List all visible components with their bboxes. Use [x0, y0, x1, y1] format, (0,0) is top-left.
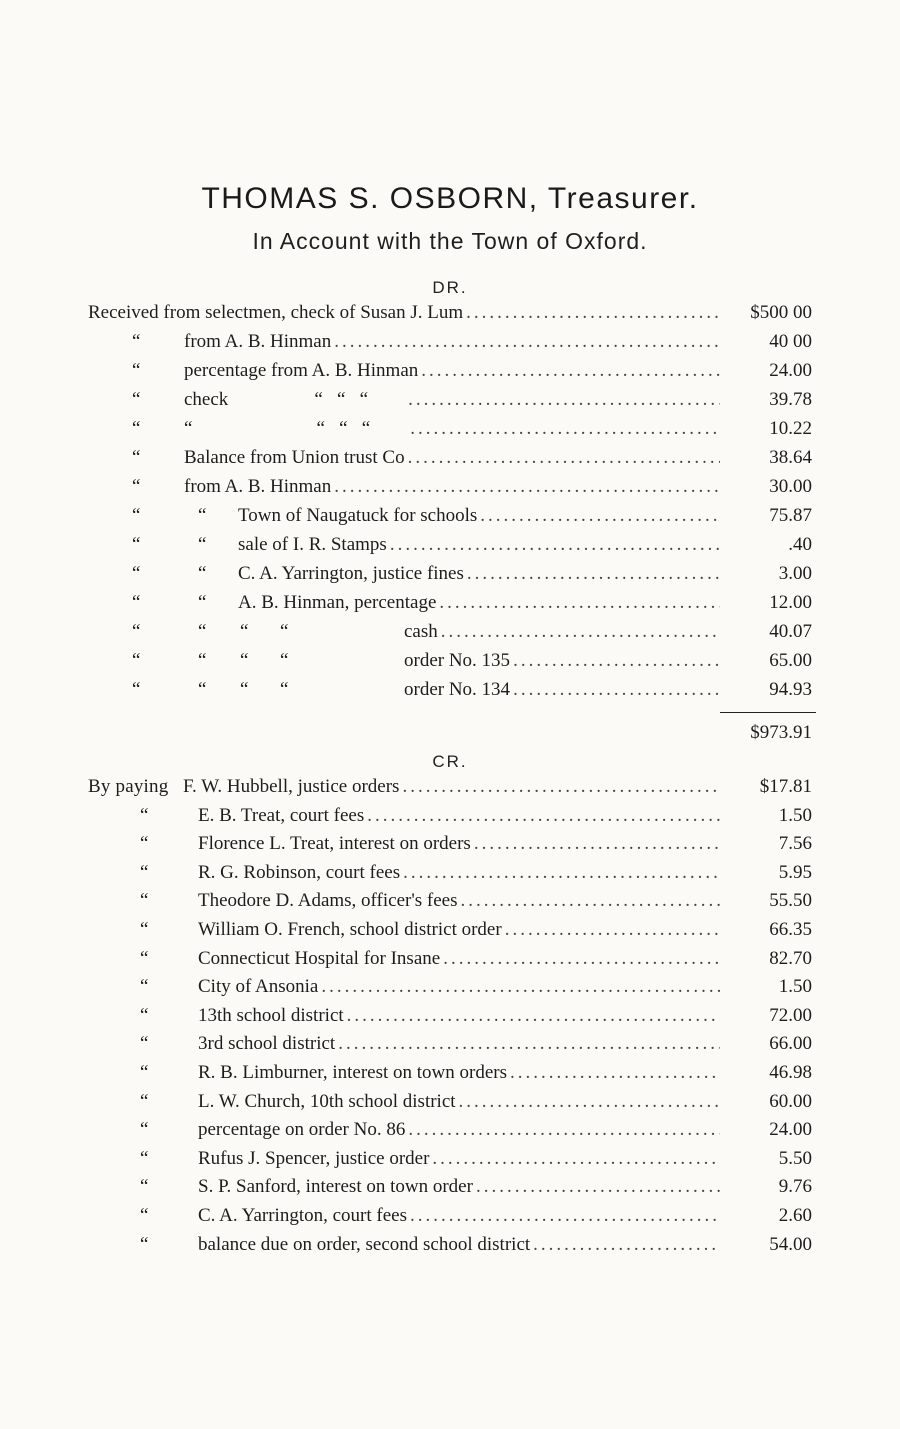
entry-amount: 72.00	[769, 1004, 812, 1026]
entry-amount: 7.56	[778, 833, 812, 855]
ditto-mark: “	[198, 621, 207, 642]
leader-dots	[370, 414, 720, 443]
entry-amount: 66.00	[769, 1033, 812, 1055]
table-row	[88, 858, 812, 887]
leader-dots	[331, 327, 720, 356]
entry-description: cash	[404, 621, 438, 642]
ditto-mark: “	[132, 505, 141, 526]
ditto-mark: “	[280, 679, 289, 700]
entry-line	[198, 1058, 720, 1087]
leader-dots	[344, 1001, 720, 1030]
table-row	[88, 443, 812, 472]
entry-amount: 82.70	[769, 947, 812, 969]
ditto-mark: “	[132, 563, 141, 584]
leader-dots	[440, 944, 720, 973]
entry-line	[198, 886, 720, 915]
leader-dots	[400, 858, 720, 887]
entry-description: City of Ansonia	[198, 976, 319, 998]
ditto-mark: “	[132, 360, 141, 381]
entry-line	[198, 801, 720, 830]
entry-amount: 75.87	[769, 505, 812, 526]
entry-line	[404, 617, 720, 646]
table-row	[88, 327, 812, 356]
entry-amount: 60.00	[769, 1090, 812, 1112]
entry-amount: 66.35	[769, 918, 812, 940]
entry-description: A. B. Hinman, percentage	[238, 592, 437, 613]
leader-dots	[436, 588, 720, 617]
entry-line	[183, 772, 720, 801]
entry-line	[198, 1230, 720, 1259]
entry-line	[184, 385, 720, 414]
ditto-mark: “	[198, 679, 207, 700]
ditto-mark: “	[140, 804, 149, 826]
page-title: THOMAS S. OSBORN, Treasurer.	[201, 182, 699, 215]
entry-description: E. B. Treat, court fees	[198, 804, 365, 826]
ditto-mark: “	[198, 563, 207, 584]
entry-amount: 1.50	[778, 804, 812, 826]
leader-dots	[407, 1201, 720, 1230]
ditto-mark: “	[198, 592, 207, 613]
entry-amount: 5.95	[778, 861, 812, 883]
entry-amount: .40	[788, 534, 812, 555]
ditto-mark: “	[140, 1233, 149, 1255]
entry-amount: 65.00	[769, 650, 812, 671]
table-row	[88, 472, 812, 501]
leader-dots	[405, 1115, 720, 1144]
table-row	[88, 588, 812, 617]
entry-line	[238, 559, 720, 588]
entry-description: 3rd school district	[198, 1033, 336, 1055]
entry-line	[184, 443, 720, 472]
table-row	[88, 772, 812, 801]
entry-description: Rufus J. Spencer, justice order	[198, 1147, 430, 1169]
ditto-mark: “	[198, 534, 207, 555]
leader-dots	[364, 801, 720, 830]
entry-amount: 94.93	[769, 679, 812, 700]
entry-description: L. W. Church, 10th school district	[198, 1090, 456, 1112]
entry-description: C. A. Yarrington, justice fines	[238, 563, 464, 584]
entry-description: C. A. Yarrington, court fees	[198, 1204, 407, 1226]
table-row	[88, 915, 812, 944]
entry-amount: 12.00	[769, 592, 812, 613]
ditto-mark: “	[132, 447, 141, 468]
ditto-mark: “	[132, 621, 141, 642]
ditto-mark: “	[280, 621, 289, 642]
entry-amount: 3.00	[778, 563, 812, 584]
table-row	[88, 646, 812, 675]
entry-line	[198, 1172, 720, 1201]
entry-description: William O. French, school district order	[198, 918, 502, 940]
debit-heading: DR.	[432, 278, 468, 297]
entry-amount: 9.76	[778, 1176, 812, 1198]
leader-dots	[438, 617, 720, 646]
entry-description: R. G. Robinson, court fees	[198, 861, 401, 883]
entry-line	[184, 472, 720, 501]
entry-line	[88, 298, 720, 327]
entry-line	[198, 829, 720, 858]
entry-line	[198, 972, 720, 1001]
entry-lead: By paying	[88, 776, 169, 797]
ditto-mark: “	[140, 1176, 149, 1198]
ditto-mark: “	[132, 331, 141, 352]
leader-dots	[510, 646, 720, 675]
leader-dots	[464, 559, 720, 588]
ditto-mark: “	[240, 650, 249, 671]
table-row	[88, 298, 812, 327]
leader-dots	[530, 1230, 720, 1259]
entry-line	[238, 530, 720, 559]
entry-description: “	[184, 418, 193, 439]
ditto-mark: “	[140, 976, 149, 998]
leader-dots	[405, 443, 720, 472]
table-row	[88, 414, 812, 443]
entry-amount: 55.50	[769, 890, 812, 912]
table-row	[88, 501, 812, 530]
entry-description: 13th school district	[198, 1004, 344, 1026]
entry-line	[404, 675, 720, 704]
leader-dots	[418, 356, 720, 385]
entry-line	[198, 1144, 720, 1173]
ditto-mark: “	[132, 476, 141, 497]
entry-description: percentage from A. B. Hinman	[184, 360, 419, 381]
leader-dots	[456, 1087, 720, 1116]
entry-line	[198, 944, 720, 973]
leader-dots	[429, 1144, 720, 1173]
entry-line	[184, 327, 720, 356]
ditto-mark: “	[132, 389, 141, 410]
entry-line	[404, 646, 720, 675]
entry-line	[198, 1029, 720, 1058]
entry-line	[198, 1201, 720, 1230]
table-row	[88, 1201, 812, 1230]
entry-description: order No. 135	[404, 650, 511, 671]
table-row	[88, 1087, 812, 1116]
leader-dots	[502, 915, 720, 944]
table-row	[88, 1144, 812, 1173]
entry-line	[184, 414, 720, 443]
ditto-mark: “	[132, 418, 141, 439]
ditto-mark: “	[140, 947, 149, 969]
entry-amount: 24.00	[769, 1119, 812, 1141]
table-row	[88, 801, 812, 830]
table-row	[88, 1172, 812, 1201]
table-row	[88, 829, 812, 858]
ditto-marks: “ “ “	[314, 389, 369, 410]
ditto-mark: “	[198, 505, 207, 526]
ditto-marks: “ “ “	[316, 418, 371, 439]
table-row	[88, 559, 812, 588]
entry-description: balance due on order, second school district	[198, 1233, 531, 1255]
leader-dots	[473, 1172, 720, 1201]
ditto-mark: “	[140, 1061, 149, 1083]
ditto-mark: “	[140, 1033, 149, 1055]
entry-description: Town of Naugatuck for schools	[238, 505, 478, 526]
entry-line	[198, 1001, 720, 1030]
entry-amount: 54.00	[769, 1233, 812, 1255]
ditto-mark: “	[140, 1004, 149, 1026]
debit-entries	[88, 298, 812, 704]
ditto-mark: “	[140, 833, 149, 855]
table-row	[88, 944, 812, 973]
entry-line	[184, 356, 720, 385]
table-row	[88, 1029, 812, 1058]
table-row	[88, 972, 812, 1001]
page-subtitle: In Account with the Town of Oxford.	[252, 228, 648, 254]
leader-dots	[463, 298, 720, 327]
entry-amount: 2.60	[778, 1204, 812, 1226]
entry-amount: 40 00	[769, 331, 812, 352]
entry-amount: 40.07	[769, 621, 812, 642]
entry-line	[238, 501, 720, 530]
leader-dots	[471, 829, 720, 858]
leader-dots	[477, 501, 720, 530]
table-row	[88, 617, 812, 646]
leader-dots	[458, 886, 721, 915]
entry-line	[198, 858, 720, 887]
entry-description: from A. B. Hinman	[184, 476, 332, 497]
table-row	[88, 675, 812, 704]
entry-line	[238, 588, 720, 617]
ditto-mark: “	[140, 890, 149, 912]
credit-entries	[88, 772, 812, 1258]
ditto-mark: “	[140, 861, 149, 883]
entry-description: R. B. Limburner, interest on town orders	[198, 1061, 507, 1083]
entry-description: Florence L. Treat, interest on orders	[198, 833, 471, 855]
table-row	[88, 886, 812, 915]
entry-amount: 46.98	[769, 1061, 812, 1083]
leader-dots	[318, 972, 720, 1001]
entry-description: Theodore D. Adams, officer's fees	[198, 890, 458, 912]
ditto-mark: “	[140, 1204, 149, 1226]
entry-amount: 24.00	[769, 360, 812, 381]
leader-dots	[368, 385, 720, 414]
entry-description: F. W. Hubbell, justice orders	[183, 776, 400, 797]
entry-amount: 38.64	[769, 447, 812, 468]
entry-description: sale of I. R. Stamps	[238, 534, 387, 555]
table-row	[88, 1001, 812, 1030]
entry-amount: 1.50	[778, 976, 812, 998]
entry-line	[198, 915, 720, 944]
debit-total: $973.91	[750, 722, 812, 743]
leader-dots	[510, 675, 720, 704]
entry-amount: 30.00	[769, 476, 812, 497]
entry-line	[198, 1087, 720, 1116]
leader-dots	[399, 772, 720, 801]
ditto-mark: “	[140, 1147, 149, 1169]
ditto-mark: “	[240, 621, 249, 642]
leader-dots	[507, 1058, 720, 1087]
leader-dots	[387, 530, 720, 559]
entry-line	[198, 1115, 720, 1144]
entry-amount: 39.78	[769, 389, 812, 410]
ditto-mark: “	[140, 1119, 149, 1141]
entry-amount: 10.22	[769, 418, 812, 439]
ditto-mark: “	[132, 592, 141, 613]
entry-description: order No. 134	[404, 679, 511, 700]
entry-description: Received from selectmen, check of Susan J. Lum	[88, 302, 464, 323]
credit-heading: CR.	[432, 752, 468, 771]
ditto-mark: “	[140, 1090, 149, 1112]
leader-dots	[335, 1029, 720, 1058]
table-row	[88, 530, 812, 559]
entry-description: check	[184, 389, 229, 410]
table-row	[88, 1115, 812, 1144]
entry-amount: $500 00	[750, 302, 812, 323]
table-row	[88, 1058, 812, 1087]
entry-amount: $17.81	[759, 776, 812, 797]
total-rule	[720, 712, 812, 713]
entry-description: Balance from Union trust Co	[184, 447, 405, 468]
ditto-mark: “	[132, 534, 141, 555]
entry-description: S. P. Sanford, interest on town order	[198, 1176, 473, 1198]
leader-dots	[331, 472, 720, 501]
ditto-mark: “	[240, 679, 249, 700]
ditto-mark: “	[132, 679, 141, 700]
entry-amount: 5.50	[778, 1147, 812, 1169]
table-row	[88, 356, 812, 385]
ditto-mark: “	[132, 650, 141, 671]
table-row	[88, 1230, 812, 1259]
entry-description: percentage on order No. 86	[198, 1119, 406, 1141]
ditto-mark: “	[280, 650, 289, 671]
table-row	[88, 385, 812, 414]
ditto-mark: “	[198, 650, 207, 671]
ditto-mark: “	[140, 918, 149, 940]
entry-description: Connecticut Hospital for Insane	[198, 947, 441, 969]
entry-description: from A. B. Hinman	[184, 331, 332, 352]
